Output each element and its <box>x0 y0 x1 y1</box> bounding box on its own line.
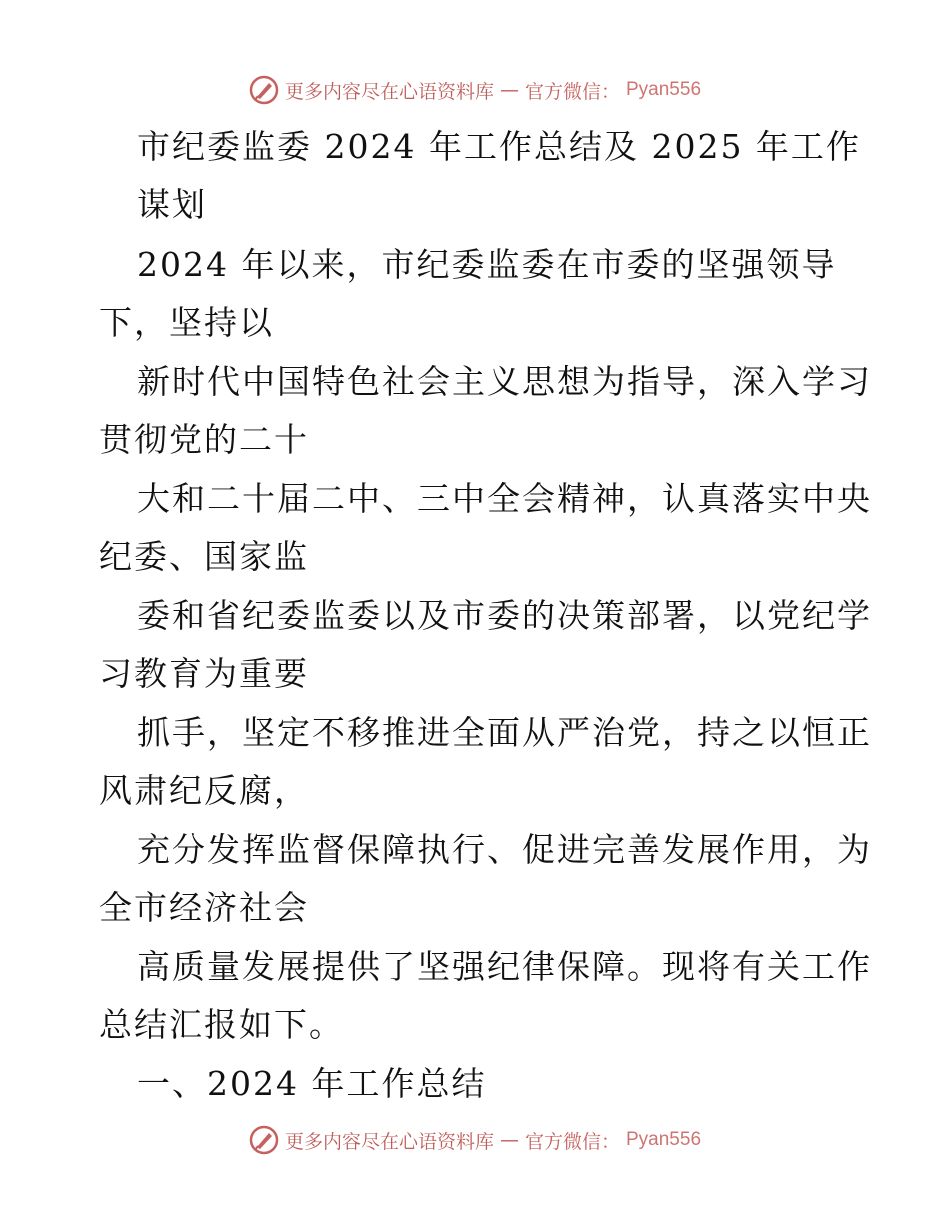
watermark-wechat-label: 官方微信： <box>524 1130 620 1153</box>
doc-line: 风肃纪反腐， <box>99 771 309 810</box>
doc-line: 下，坚持以 <box>99 303 274 342</box>
quill-logo-icon <box>249 75 279 105</box>
doc-line: 充分发挥监督保障执行、促进完善发展作用，为 <box>137 830 872 869</box>
doc-line: 2024 年以来，市纪委监委在市委的坚强领导 <box>137 245 837 284</box>
watermark-footer <box>0 1120 950 1160</box>
doc-line-section-heading: 一、2024 年工作总结 <box>137 1064 487 1103</box>
doc-line: 高质量发展提供了坚强纪律保障。现将有关工作 <box>137 947 872 986</box>
watermark-text: 更多内容尽在心语资料库 <box>284 1130 494 1153</box>
watermark-separator: — <box>499 79 519 101</box>
watermark-wechat-id: Pyan556 <box>626 1129 702 1150</box>
doc-line: 新时代中国特色社会主义思想为指导，深入学习 <box>137 362 872 401</box>
doc-line: 总结汇报如下。 <box>99 1005 344 1044</box>
doc-line: 习教育为重要 <box>99 654 309 693</box>
watermark-wechat-label: 官方微信： <box>524 80 620 103</box>
watermark-separator: — <box>499 1129 519 1151</box>
doc-line: 纪委、国家监 <box>99 537 309 576</box>
doc-line: 抓手，坚定不移推进全面从严治党，持之以恒正 <box>137 713 872 752</box>
doc-line: 贯彻党的二十 <box>99 420 309 459</box>
doc-line: 大和二十届二中、三中全会精神，认真落实中央 <box>137 479 872 518</box>
quill-logo-icon <box>249 1125 279 1155</box>
doc-line-title-2: 谋划 <box>137 185 207 224</box>
watermark-wechat-id: Pyan556 <box>626 79 702 100</box>
doc-line: 全市经济社会 <box>99 888 309 927</box>
watermark-text: 更多内容尽在心语资料库 <box>284 80 494 103</box>
watermark-header <box>0 70 950 110</box>
doc-line-title-1: 市纪委监委 2024 年工作总结及 2025 年工作 <box>137 127 861 166</box>
doc-line: 委和省纪委监委以及市委的决策部署，以党纪学 <box>137 596 872 635</box>
